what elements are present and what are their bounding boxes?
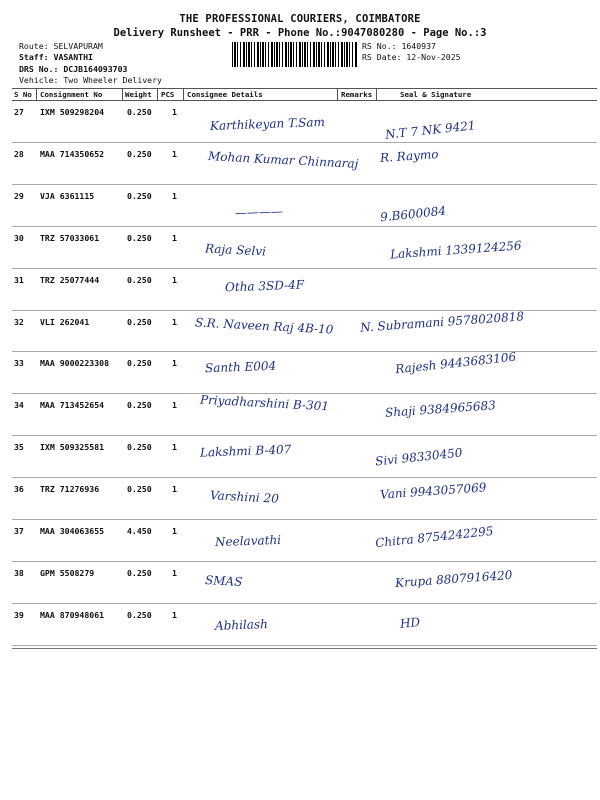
table-row bbox=[12, 352, 597, 394]
row-sno: 34 bbox=[14, 400, 24, 411]
table-row bbox=[12, 101, 597, 143]
row-weight: 0.250 bbox=[127, 190, 152, 201]
runsheet-subtitle: Delivery Runsheet - PRR - Phone No.:9047080280 - Page No.:3 bbox=[113, 27, 487, 39]
row-consignee-handwriting: Mohan Kumar Chinnaraj bbox=[207, 148, 359, 171]
row-weight: 0.250 bbox=[127, 567, 152, 578]
row-pcs: 1 bbox=[172, 400, 177, 411]
row-weight: 0.250 bbox=[127, 148, 152, 159]
row-consignee-handwriting: SMAS bbox=[204, 572, 243, 589]
row-consignment-no: MAA 713452654 bbox=[40, 400, 105, 411]
row-consignment-no: MAA 304063655 bbox=[40, 526, 105, 536]
table-row bbox=[12, 604, 597, 646]
row-weight: 0.250 bbox=[127, 609, 152, 620]
row-seal-signature: HD bbox=[399, 614, 421, 631]
row-consignment-no: TRZ 71276936 bbox=[40, 484, 100, 495]
row-sno: 30 bbox=[14, 232, 24, 243]
drs-line: DRS No.: DCJB164093703 bbox=[19, 64, 128, 74]
row-consignee-handwriting: S.R. Naveen Raj 4B-10 bbox=[194, 314, 334, 337]
route-line: Route: SELVAPURAM bbox=[19, 41, 103, 51]
col-weight: Weight bbox=[125, 90, 152, 99]
row-consignment-no: TRZ 25077444 bbox=[40, 274, 100, 285]
table-row bbox=[12, 269, 597, 311]
row-consignee-handwriting: Neelavathi bbox=[214, 532, 282, 550]
row-consignment-no: IXM 509325581 bbox=[40, 442, 105, 453]
col-sno: S No bbox=[14, 90, 32, 99]
table-row bbox=[12, 227, 597, 269]
row-seal-signature: Krupa 8807916420 bbox=[394, 567, 513, 590]
row-sno: 36 bbox=[14, 484, 24, 495]
col-pcs: PCS bbox=[161, 90, 175, 99]
row-consignee-handwriting: Otha 3SD-4F bbox=[224, 277, 305, 294]
row-pcs: 1 bbox=[172, 190, 177, 201]
table-row bbox=[12, 436, 597, 478]
row-rule bbox=[12, 645, 597, 646]
col-divider bbox=[36, 88, 37, 100]
table-row bbox=[12, 520, 597, 562]
row-sno: 35 bbox=[14, 442, 24, 453]
col-divider bbox=[157, 88, 158, 100]
row-weight: 0.250 bbox=[127, 232, 152, 243]
col-consignment: Consignment No bbox=[40, 90, 103, 99]
row-weight: 0.250 bbox=[127, 484, 152, 495]
table-row bbox=[12, 478, 597, 520]
row-seal-signature: Sivi 98330450 bbox=[374, 445, 464, 469]
row-consignee-handwriting: Lakshmi B-407 bbox=[199, 442, 292, 460]
rs-date-line: RS Date: 12-Nov-2025 bbox=[362, 52, 461, 62]
row-pcs: 1 bbox=[172, 526, 177, 536]
rs-no-line: RS No.: 1640937 bbox=[362, 41, 436, 51]
row-sno: 28 bbox=[14, 148, 24, 159]
row-consignment-no: VJA 6361115 bbox=[40, 190, 95, 201]
row-consignee-handwriting: Abhilash bbox=[214, 616, 269, 633]
row-weight: 0.250 bbox=[127, 107, 152, 117]
row-weight: 4.450 bbox=[127, 526, 152, 536]
col-consignee: Consignee Details bbox=[187, 90, 263, 99]
row-consignment-no: MAA 714350652 bbox=[40, 148, 105, 159]
row-seal-signature: R. Raymo bbox=[379, 146, 439, 165]
table-row bbox=[12, 308, 597, 353]
row-consignment-no: MAA 9000223308 bbox=[40, 358, 110, 369]
row-pcs: 1 bbox=[172, 567, 177, 578]
row-consignment-no: IXM 509298204 bbox=[40, 107, 105, 117]
row-seal-signature: Shaji 9384965683 bbox=[384, 398, 497, 421]
col-remarks: Remarks bbox=[341, 90, 373, 99]
row-seal-signature: Chitra 8754242295 bbox=[374, 523, 495, 551]
row-sno: 39 bbox=[14, 609, 24, 620]
row-consignee-handwriting: Priyadharshini B-301 bbox=[199, 392, 330, 414]
barcode bbox=[232, 42, 357, 67]
row-pcs: 1 bbox=[172, 484, 177, 495]
row-pcs: 1 bbox=[172, 232, 177, 243]
row-consignee-handwriting: Santh E004 bbox=[204, 359, 277, 376]
row-sno: 32 bbox=[14, 316, 24, 327]
row-consignment-no: GPM 5508279 bbox=[40, 567, 95, 578]
row-consignment-no: TRZ 57033061 bbox=[40, 232, 100, 243]
row-consignee-handwriting: Varshini 20 bbox=[209, 488, 280, 506]
row-pcs: 1 bbox=[172, 442, 177, 453]
col-divider bbox=[183, 88, 184, 100]
row-seal-signature: N. Subramani 9578020818 bbox=[359, 308, 525, 335]
row-pcs: 1 bbox=[172, 358, 177, 369]
table-top-rule bbox=[12, 88, 597, 89]
row-sno: 27 bbox=[14, 107, 24, 117]
row-weight: 0.250 bbox=[127, 316, 152, 327]
row-weight: 0.250 bbox=[127, 274, 152, 285]
row-pcs: 1 bbox=[172, 148, 177, 159]
col-divider bbox=[376, 88, 377, 100]
row-seal-signature: 9.B600084 bbox=[379, 203, 447, 225]
row-seal-signature: Rajesh 9443683106 bbox=[394, 350, 517, 377]
table-row bbox=[12, 394, 597, 436]
row-sno: 33 bbox=[14, 358, 24, 369]
row-sno: 29 bbox=[14, 190, 24, 201]
row-weight: 0.250 bbox=[127, 442, 152, 453]
row-seal-signature: Vani 9943057069 bbox=[379, 480, 487, 502]
staff-line: Staff: VASANTHI bbox=[19, 52, 93, 62]
row-pcs: 1 bbox=[172, 107, 177, 117]
col-divider bbox=[337, 88, 338, 100]
table-row bbox=[12, 185, 597, 227]
row-sno: 31 bbox=[14, 274, 24, 285]
table-bottom-rule bbox=[12, 648, 597, 649]
row-consignee-handwriting: ———— bbox=[234, 203, 284, 220]
row-sno: 37 bbox=[14, 526, 24, 536]
company-title: THE PROFESSIONAL COURIERS, COIMBATORE bbox=[179, 13, 421, 25]
row-seal-signature: Lakshmi 1339124256 bbox=[389, 238, 522, 262]
row-consignee-handwriting: Raja Selvi bbox=[204, 241, 267, 259]
row-weight: 0.250 bbox=[127, 400, 152, 411]
row-pcs: 1 bbox=[172, 609, 177, 620]
vehicle-line: Vehicle: Two Wheeler Delivery bbox=[19, 75, 162, 85]
row-consignment-no: VLI 262041 bbox=[40, 316, 90, 327]
row-pcs: 1 bbox=[172, 316, 177, 327]
row-sno: 38 bbox=[14, 567, 24, 578]
row-pcs: 1 bbox=[172, 274, 177, 285]
col-divider bbox=[122, 88, 123, 100]
row-weight: 0.250 bbox=[127, 358, 152, 369]
col-seal: Seal & Signature bbox=[400, 90, 472, 99]
row-seal-signature: N.T 7 NK 9421 bbox=[384, 118, 477, 142]
row-consignment-no: MAA 870948061 bbox=[40, 609, 105, 620]
table-row bbox=[12, 143, 597, 185]
row-consignee-handwriting: Karthikeyan T.Sam bbox=[209, 114, 326, 134]
table-row bbox=[12, 562, 597, 604]
